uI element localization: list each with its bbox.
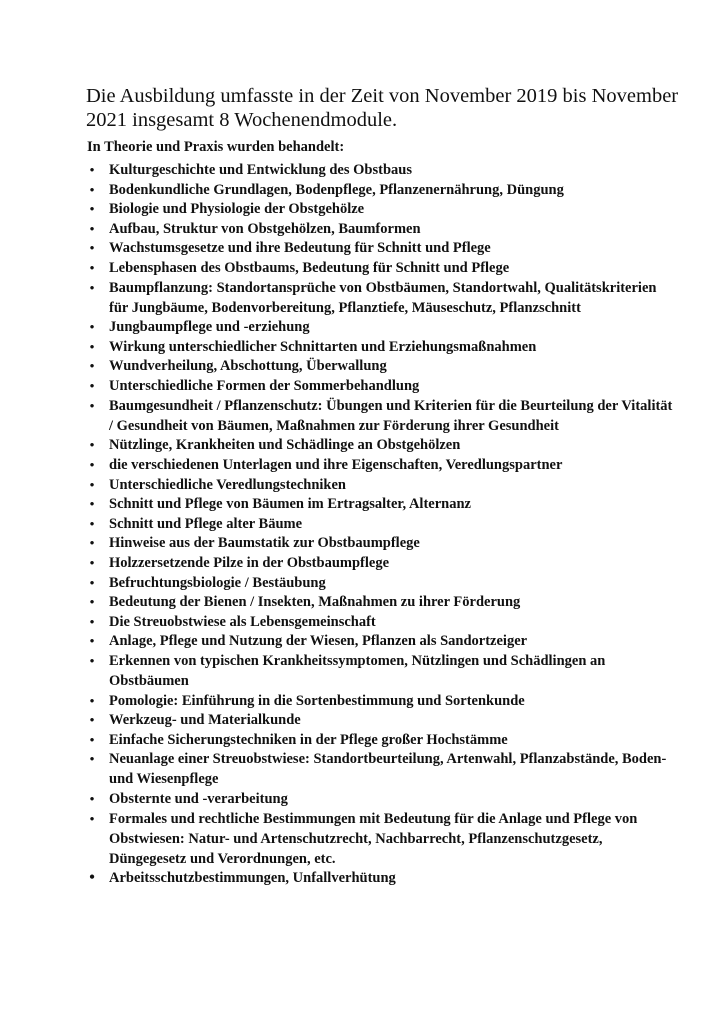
list-item-text: Schnitt und Pflege alter Bäume — [109, 515, 303, 532]
bullet-icon: • — [89, 319, 95, 335]
list-item — [0, 710, 727, 730]
list-item — [0, 868, 727, 888]
bullet-icon: • — [89, 378, 95, 394]
list-item — [0, 435, 727, 455]
bullet-icon: • — [89, 162, 95, 177]
list-item — [0, 278, 727, 318]
bullet-icon: • — [89, 181, 95, 197]
list-item-text: Unterschiedliche Veredlungstechniken — [109, 476, 346, 493]
bullet-icon: • — [89, 712, 95, 728]
list-item — [0, 238, 727, 258]
list-item-text: Aufbau, Struktur von Obstgehölzen, Baumformen — [109, 220, 421, 237]
list-item-text: Baumgesundheit / Pflanzenschutz: Übungen und Kriterien für die Beurteilung der Vitalität / Gesundheit von Bäumen, Maßnahmen zur Förderung ihrer Gesundheit — [109, 397, 673, 434]
list-item-text: Schnitt und Pflege von Bäumen im Ertragsalter, Alternanz — [109, 496, 471, 513]
bullet-icon: • — [89, 456, 95, 472]
list-item-text: Obsternte und -verarbeitung — [109, 791, 288, 808]
list-item — [0, 553, 727, 573]
list-item — [0, 356, 727, 376]
list-item — [0, 749, 727, 789]
list-item — [0, 631, 727, 651]
list-item — [0, 789, 727, 809]
list-item-text: Unterschiedliche Formen der Sommerbehandlung — [109, 378, 420, 395]
list-item — [0, 455, 727, 475]
list-item-text: Erkennen von typischen Krankheitssymptomen, Nützlingen und Schädlingen an Obstbäumen — [109, 653, 606, 690]
list-item-text: Werkzeug- und Materialkunde — [109, 712, 301, 729]
list-item-text: Bedeutung der Bienen / Insekten, Maßnahmen zu ihrer Förderung — [109, 594, 521, 611]
list-item — [0, 730, 727, 750]
bullet-icon: • — [89, 554, 95, 570]
intro-paragraph: Die Ausbildung umfasste in der Zeit von November 2019 bis November 2021 insgesamt 8 Wochenendmodule. — [86, 85, 679, 131]
list-item — [0, 533, 727, 553]
bullet-icon: • — [89, 633, 95, 649]
bullet-icon: • — [89, 731, 95, 747]
bullet-icon: • — [89, 260, 95, 276]
list-item-text: Anlage, Pflege und Nutzung der Wiesen, Pflanzen als Sandortzeiger — [109, 633, 528, 650]
list-item — [0, 337, 727, 357]
bullet-icon: • — [89, 201, 95, 217]
bullet-icon: • — [89, 279, 95, 295]
bullet-icon: • — [89, 437, 95, 453]
list-item-text: Arbeitsschutzbestimmungen, Unfallverhütung — [109, 870, 396, 887]
bullet-icon: • — [89, 594, 95, 610]
list-item — [0, 396, 727, 436]
list-item — [0, 514, 727, 534]
list-item — [0, 317, 727, 337]
bullet-icon: • — [89, 397, 95, 413]
list-item-text: Baumpflanzung: Standortansprüche von Obstbäumen, Standortwahl, Qualitätskriterien für Jungbäume, Bodenvorbereitung, Pflanztiefe, Mäuseschutz, Pflanzschnitt — [109, 279, 657, 316]
list-item — [0, 651, 727, 691]
list-item-text: Befruchtungsbiologie / Bestäubung — [109, 574, 326, 591]
bullet-icon: • — [89, 751, 95, 767]
bullet-icon: • — [89, 791, 95, 807]
bullet-icon: • — [89, 692, 95, 708]
bullet-icon: • — [89, 535, 95, 551]
list-item-text: Pomologie: Einführung in die Sortenbestimmung und Sortenkunde — [109, 692, 525, 709]
list-item — [0, 573, 727, 593]
topics-subheading: In Theorie und Praxis wurden behandelt: — [87, 139, 345, 155]
topics-list — [0, 160, 727, 888]
list-item-text: Bodenkundliche Grundlagen, Bodenpflege, Pflanzenernährung, Düngung — [109, 181, 564, 198]
list-item-text: die verschiedenen Unterlagen und ihre Eigenschaften, Veredlungspartner — [109, 456, 563, 473]
list-item — [0, 180, 727, 200]
list-item-text: Wirkung unterschiedlicher Schnittarten und Erziehungsmaßnahmen — [109, 338, 537, 355]
list-item — [0, 160, 727, 180]
list-item — [0, 475, 727, 495]
list-item-text: Formales und rechtliche Bestimmungen mit Bedeutung für die Anlage und Pflege von Obstwiesen: Natur- und Artenschutzrecht, Nachbarrecht, Pflanzenschutzgesetz, Düngegesetz und Verordnungen, etc. — [109, 810, 638, 867]
list-item — [0, 258, 727, 278]
list-item-text: Holzzersetzende Pilze in der Obstbaumpflege — [109, 554, 390, 571]
list-item-text: Jungbaumpflege und -erziehung — [109, 319, 310, 336]
list-item-text: Nützlinge, Krankheiten und Schädlinge an Obstgehölzen — [109, 437, 461, 454]
list-item-text: Einfache Sicherungstechniken in der Pflege großer Hochstämme — [109, 731, 508, 748]
list-item-text: Wachstumsgesetze und ihre Bedeutung für Schnitt und Pflege — [109, 240, 491, 257]
bullet-icon: • — [89, 574, 95, 590]
list-item — [0, 376, 727, 396]
list-item — [0, 809, 727, 869]
list-item-text: Hinweise aus der Baumstatik zur Obstbaumpflege — [109, 535, 420, 552]
list-item — [0, 199, 727, 219]
bullet-icon: • — [89, 220, 95, 236]
bullet-icon: • — [89, 496, 95, 512]
list-item — [0, 691, 727, 711]
bullet-icon: • — [89, 613, 95, 629]
list-item-text: Wundverheilung, Abschottung, Überwallung — [109, 358, 387, 375]
list-item-text: Biologie und Physiologie der Obstgehölze — [109, 201, 365, 218]
bullet-icon: • — [89, 338, 95, 354]
bullet-icon: • — [89, 810, 95, 826]
bullet-icon: • — [89, 869, 95, 887]
bullet-icon: • — [89, 358, 95, 374]
list-item — [0, 612, 727, 632]
list-item-text: Kulturgeschichte und Entwicklung des Obstbaus — [109, 162, 412, 178]
bullet-icon: • — [89, 515, 95, 531]
list-item-text: Lebensphasen des Obstbaums, Bedeutung für Schnitt und Pflege — [109, 260, 510, 277]
list-item-text: Neuanlage einer Streuobstwiese: Standortbeurteilung, Artenwahl, Pflanzabstände, Boden- und Wiesenpflege — [109, 751, 667, 788]
bullet-icon: • — [89, 476, 95, 492]
list-item-text: Die Streuobstwiese als Lebensgemeinschaft — [109, 613, 376, 630]
list-item — [0, 494, 727, 514]
list-item — [0, 219, 727, 239]
bullet-icon: • — [89, 653, 95, 669]
list-item — [0, 592, 727, 612]
bullet-icon: • — [89, 240, 95, 256]
